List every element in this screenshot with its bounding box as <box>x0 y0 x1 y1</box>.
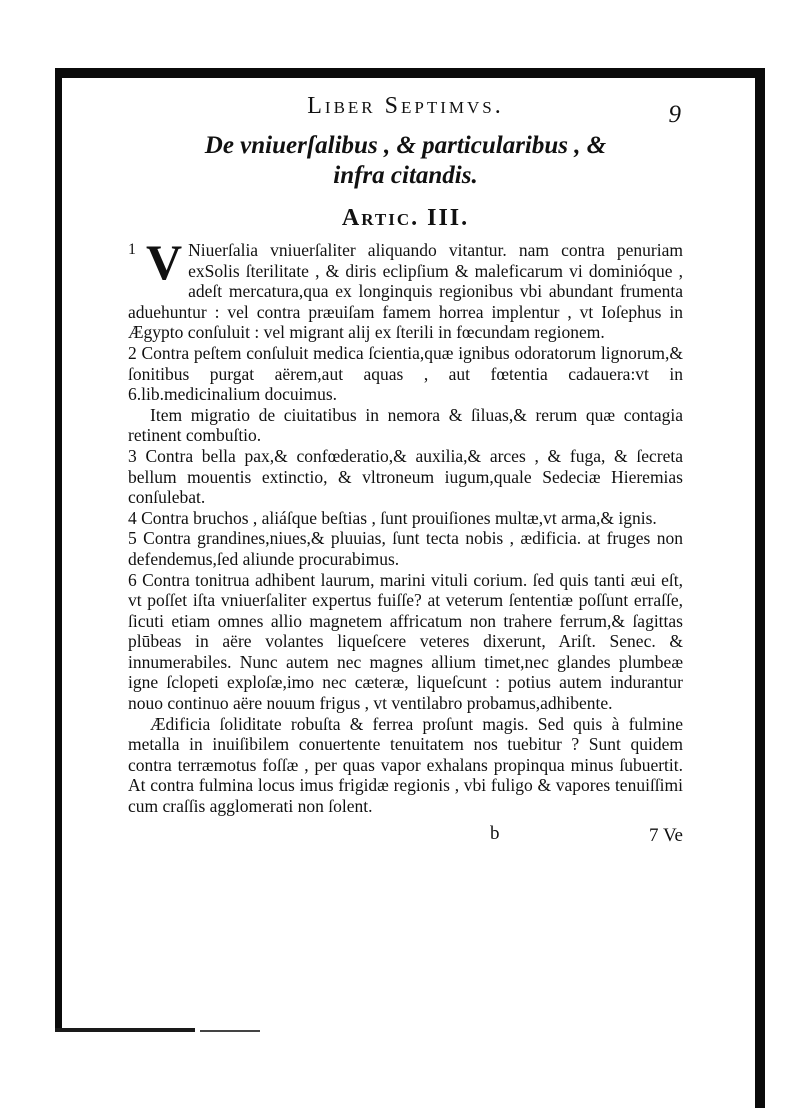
paragraph-4: 3 Contra bella pax,& confœderatio,& auxilia,& arces , & fuga, & ſecreta bellum mouentis extinctio, & vltroneum iugum,quale Sedeciæ Hieremias conſulebat. <box>128 445 683 508</box>
paragraph-7: 6 Contra tonitrua adhibent laurum, marini vituli corium. ſed quis tanti æui eſt, vt poſſet iſta vniuerſaliter expertus fuiſſe? at veterum ſententiæ poſſunt erraſſe, ſicuti etiam omnes allio magnetem affricatum non trahere ferrum,& ſagittas plūbeas in aëre volantes liqueſcere veteres dixerunt, Ariſt. Senec. & innumerabiles. Nunc autem nec magnes allium timet,nec glandes plumbeæ igne ſclopeti exploſæ,imo nec cæteræ, liqueſcunt : potius autem indurantur nouo continuo aëre nouum frigus , vt ventilabro probamus,adhibente. <box>128 569 683 714</box>
paragraph-number: 1 <box>128 241 136 258</box>
scan-left-edge <box>55 68 62 1028</box>
signature-mark: b <box>490 822 500 844</box>
paragraph-8: Ædificia ſoliditate robuſta & ferrea proſunt magis. Sed quis à fulmine metalla in inuiſibilem conuertente tenuitatem nos tuebitur ? Sunt quidem contra terræmotus foſſæ , per quas vapor exhalans propinqua minus ſubuertit. At contra fulmina locus imus frigidæ regionis , vbi fuligo & vapores tenuiſſimi cum craſſis agglomerati non ſolent. <box>128 713 683 817</box>
paragraph-6: 5 Contra grandines,niues,& pluuias, ſunt tecta nobis , ædificia. at fruges non defendemus,ſed aliunde procurabimus. <box>128 528 683 569</box>
chapter-title <box>128 131 683 191</box>
chapter-title-line-2: infra citandis. <box>333 162 478 189</box>
scan-bottom-rule <box>55 1028 195 1032</box>
chapter-title-line-1: De vniuerſalibus , & particularibus , & <box>204 132 607 159</box>
article-heading: Artic. III. <box>341 205 470 231</box>
paragraph-2: 2 Contra peſtem conſuluit medica ſcientia,quæ ignibus odoratorum lignorum,& ſonitibus purgat aërem,aut aquas , aut fœtentia cadauera:vt in 6.lib.medicinalium docuimus. <box>128 342 683 405</box>
page-footer <box>128 823 683 853</box>
body-text <box>128 234 683 817</box>
running-head <box>128 85 683 128</box>
drop-cap: V <box>146 234 183 290</box>
book-page <box>128 85 683 853</box>
paragraph-1 <box>128 234 683 343</box>
paragraph-text: Niuerſalia vniuerſaliter aliquando vitantur. nam contra penuriam exSolis ſterilitate , & diris eclipſium & maleficarum vi dominióque , adeſt mercatura,qua ex longinquis regionibus vbi abundant frumenta aduehuntur : vel contra præuiſam famem horrea implentur , vt Ioſephus in Ægypto conſuluit : vel migrant alij ex ſterili in fœcundam regionem. <box>128 240 683 343</box>
catchword: 7 Ve <box>649 824 683 846</box>
paragraph-3: Item migratio de ciuitatibus in nemora & ſiluas,& rerum quæ contagia retinent combuſtio. <box>128 404 683 446</box>
paragraph-5: 4 Contra bruchos , aliáſque beſtias , ſunt prouiſiones multæ,vt arma,& ignis. <box>128 507 657 528</box>
scan-bottom-rule-fragment <box>200 1030 260 1032</box>
running-title: Liber Septimvs. <box>307 93 504 119</box>
page-number: 9 <box>668 101 681 128</box>
